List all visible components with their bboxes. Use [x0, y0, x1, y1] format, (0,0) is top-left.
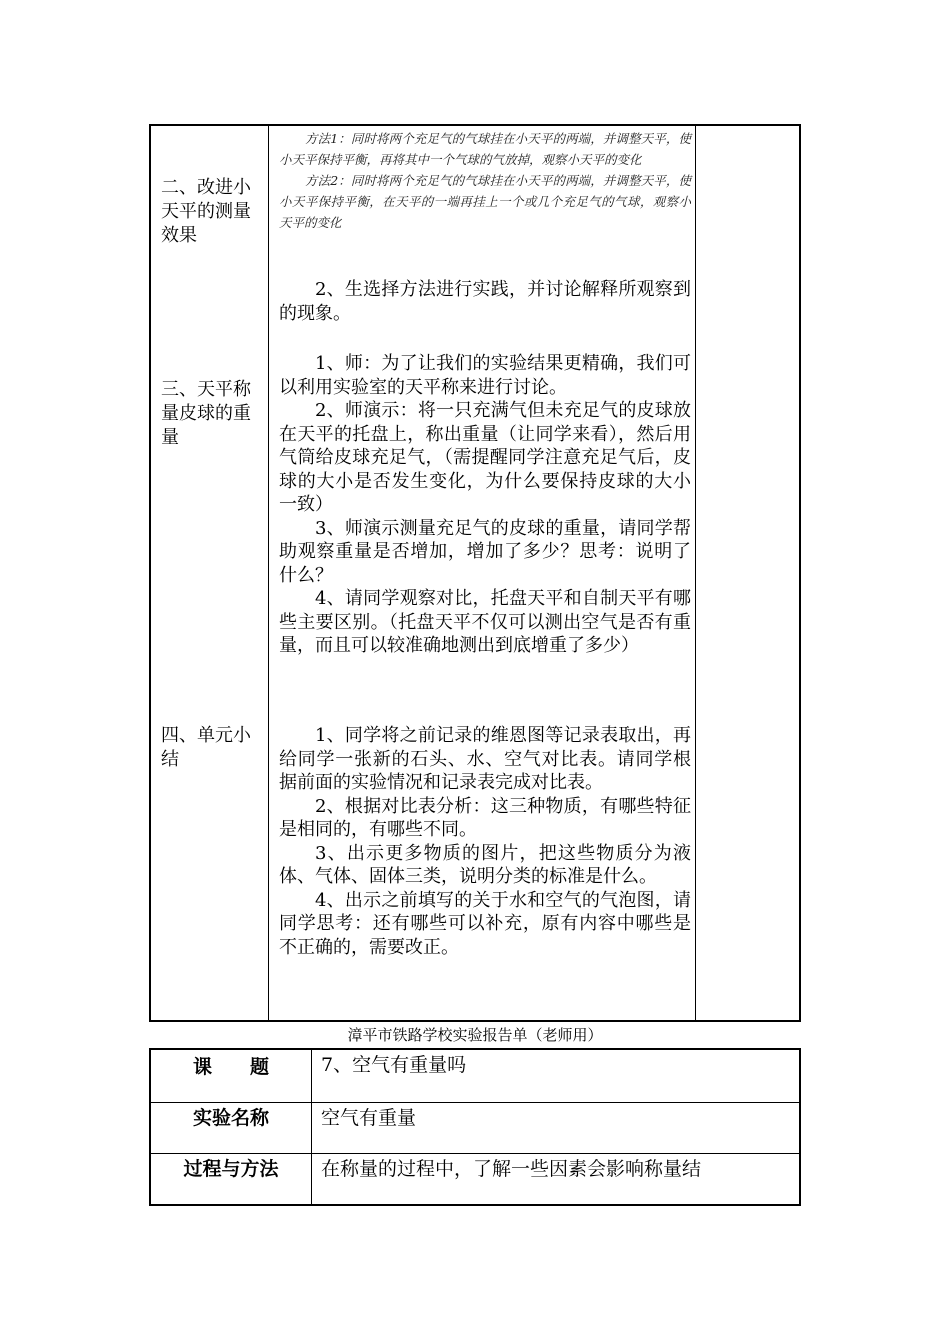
method-notes [279, 128, 691, 233]
row-label-experiment-name: 实验名称 [192, 1107, 269, 1129]
row-label-process-method: 过程与方法 [183, 1158, 279, 1180]
paragraph: 3、出示更多物质的图片，把这些物质分为液体、气体、固体三类，说明分类的标准是什么。 [279, 842, 691, 887]
method-1-text: 方法1：同时将两个充足气的气球挂在小天平的两端，并调整天平，使小天平保持平衡，再将其中一个气球的气放掉，观察小天平的变化 [279, 131, 691, 167]
column-divider [311, 1050, 312, 1204]
paragraph: 2、师演示：将一只充满气但未充足气的皮球放在天平的托盘上，称出重量（让同学来看），然后用气筒给皮球充足气，（需提醒同学注意充足气后，皮球的大小是否发生变化，为什么要保持皮球的大小一致） [279, 400, 691, 515]
section-title-improve-balance: 二、改进小天平的测量效果 [161, 177, 251, 246]
lesson-process-table [149, 124, 801, 1022]
paragraph: 1、同学将之前记录的维恩图等记录表取出，再给同学一张新的石头、水、空气对比表。请同学根据前面的实验情况和记录表完成对比表。 [279, 725, 691, 793]
paragraph: 2、根据对比表分析：这三种物质，有哪些特征是相同的，有哪些不同。 [279, 795, 691, 840]
column-divider [695, 126, 696, 1020]
paragraph: 1、师：为了让我们的实验结果更精确，我们可以利用实验室的天平称来进行讨论。 [279, 353, 691, 398]
row-value-process-method: 在称量的过程中，了解一些因素会影响称量结 [321, 1158, 702, 1180]
section-body-improve-balance [279, 278, 691, 325]
method-2-text: 方法2：同时将两个充足气的气球挂在小天平的两端，并调整天平，使小天平保持平衡，在天平的一端再挂上一个或几个充足气的气球，观察小天平的变化 [279, 173, 691, 230]
row-label-topic: 课 题 [192, 1056, 269, 1078]
report-title: 漳平市铁路学校实验报告单（老师用） [347, 1026, 603, 1044]
section-title-unit-summary: 四、单元小结 [161, 725, 251, 770]
row-divider [151, 1102, 799, 1103]
row-value-experiment-name: 空气有重量 [321, 1107, 417, 1129]
paragraph: 2、生选择方法进行实践，并讨论解释所观察到的现象。 [279, 279, 691, 324]
section-title-weigh-ball: 三、天平称量皮球的重量 [161, 379, 251, 448]
column-divider [268, 126, 269, 1020]
section-body-unit-summary [279, 724, 691, 959]
section-body-weigh-ball [279, 352, 691, 658]
row-divider [151, 1153, 799, 1154]
experiment-report-table [149, 1048, 801, 1206]
paragraph: 4、出示之前填写的关于水和空气的气泡图，请同学思考：还有哪些可以补充，原有内容中哪些是不正确的，需要改正。 [279, 889, 691, 958]
row-value-topic: 7、空气有重量吗 [321, 1054, 467, 1076]
paragraph: 4、请同学观察对比，托盘天平和自制天平有哪些主要区别。（托盘天平不仅可以测出空气是否有重量，而且可以较准确地测出到底增重了多少） [279, 588, 691, 656]
paragraph: 3、师演示测量充足气的皮球的重量，请同学帮助观察重量是否增加，增加了多少？思考：说明了什么？ [279, 517, 691, 586]
